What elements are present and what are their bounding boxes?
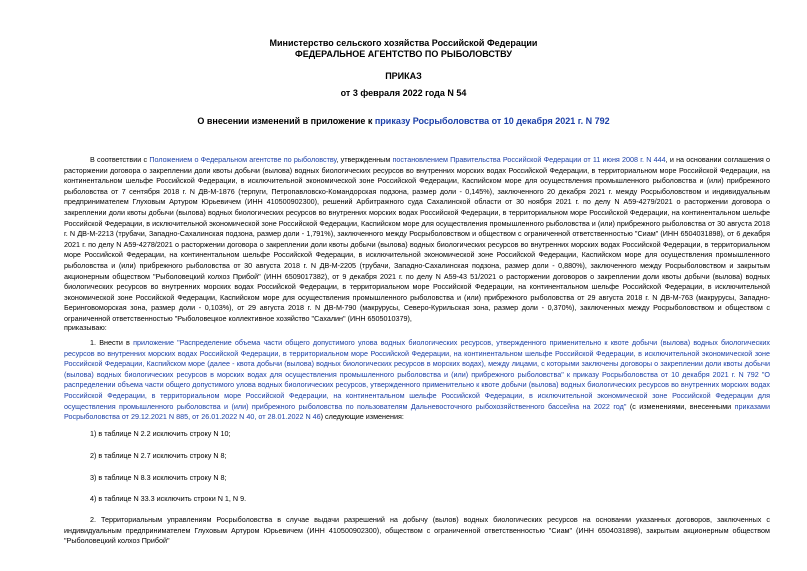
subitem-2: 2) в таблице N 2.7 исключить строку N 8; xyxy=(90,451,227,460)
item-1-text-1: 1. Внести в xyxy=(90,338,134,347)
regulation-link[interactable]: Положением о Федеральном агентстве по рыболовству xyxy=(149,155,337,164)
ministry-title: Министерство сельского хозяйства Российской Федерации xyxy=(269,38,538,48)
item-1-text-2: (с изменениями, внесенными xyxy=(626,401,735,411)
preamble-text-3: , и на основании соглашения о расторжении договора о закреплении доли квоты добычи (вылова) водных биологических ресурсов во внутренних морских водах Российской Федерации, в территориальном море Российской Федерации, на континентальном шельфе Российской Федерации, в исключительной экономической зоне Российской Федерации, Каспийском море для осуществления промышленного рыболовства и (или) прибрежного рыболовства от 7 сентября 2018 г. N ДВ-М-1876 (терпуги, Петропавловско-Командорская подзона, размер доли - 0,145%), заключенного 20 декабря 2021 г. между Росрыболовством и индивидуальным предпринимателем Глуховым Артуром Юрьевичем (ИНН 410500902300), решений Арбитражного суда Сахалинской области от 30 ноября 2021 г. по делу N А59-4279/2021 о расторжении договора о закреплении доли квоты добычи (вылова) водных биологических ресурсов во внутренних морских водах Российской Федерации, в территориальном море Российской Федерации, на континентальном шельфе Российской Федерации, в исключительной экономической зоне Российской Федерации, Каспийском море для осуществления промышленного рыболовства и (или) прибрежного рыболовства от 30 августа 2018 г. N ДВ-М-2213 (трубачи, Западно-Сахалинская подзона, размер доли - 1,791%), заключенного между Росрыболовством и обществом с ограниченной ответственностью "Сиам" (ИНН 6504031898), от 6 декабря 2021 г. по делу N А59-4278/2021 о расторжении договора о закреплении доли квоты добычи (вылова) водных биологических ресурсов во внутренних морских водах Российской Федерации, в территориальном море Российской Федерации, на континентальном шельфе Российской Федерации, в исключительной экономической зоне Российской Федерации, Каспийском море для осуществления промышленного рыболовства и (или) прибрежного рыболовства от 30 августа 2018 г. N ДВ-М-2205 (трубачи, Западно-Сахалинская подзона, размер доли - 0,880%), заключенного между Росрыболовством и закрытым акционерным обществом "Рыболовецкий колхоз Прибой" (ИНН 6509017382), от 9 декабря 2021 г. по делу N А59-43 51/2021 о расторжении договоров о закреплении доли квоты добычи (вылова) водных биологических ресурсов во внутренних морских водах Российской Федерации, в территориальном море Российской Федерации, на континентальном шельфе Российской Федерации, в исключительной экономической зоне Российской Федерации, Каспийском море для осуществления промышленного рыболовства и (или) прибрежного рыболовства от 29 августа 2018 г. N ДВ-М-763 (макрурусы, Западно-Беринговоморская зона, размер доли - 0,103%), от 29 августа 2018 г. N ДВ-М-790 (макрурусы, Северо-Курильская зона, размер доли - 0,370%), заключенных между Росрыболовством и обществом с ограниченной ответственностью "Рыболовецкое коллективное хозяйство "Сахалин" (ИНН 6505010379), xyxy=(64,155,770,323)
doc-date-number: от 3 февраля 2022 года N 54 xyxy=(340,88,467,98)
preamble-paragraph xyxy=(64,155,770,325)
subject-link[interactable]: приказу Росрыболовства от 10 декабря 2021 г. N 792 xyxy=(374,116,610,126)
item-2-paragraph: 2. Территориальным управлениям Росрыболовства в случае выдачи разрешений на добычу (вылов) водных биологических ресурсов на основании указанных договоров, заключенных с индивидуальным предпринимателем Глуховым Артуром Юрьевичем (ИНН 410500902300), обществом с ограниченной ответственностью "Сиам" (ИНН 6504031898), закрытым акционерным обществом "Рыболовецкий колхоз Прибой" xyxy=(64,515,770,546)
subitem-1: 1) в таблице N 2.2 исключить строку N 10; xyxy=(90,429,231,438)
subitem-3: 3) в таблице N 8.3 исключить строку N 8; xyxy=(90,473,227,482)
agency-title: ФЕДЕРАЛЬНОЕ АГЕНТСТВО ПО РЫБОЛОВСТВУ xyxy=(295,49,512,59)
preamble-text-1: В соответствии с xyxy=(90,155,150,164)
subject-prefix: О внесении изменений в приложение к xyxy=(197,116,375,126)
item-1-text-3: ) следующие изменения: xyxy=(320,412,404,422)
appendix-link[interactable]: приложение "Распределение объема части общего допустимого улова водных биологических ресурсов, утвержденного применительно к квоте добычи (вылова) водных биологических ресурсов во внутренних морских водах Российской Федерации, в территориальном море Российской Федерации, на континентальном шельфе Российской Федерации, в исключительной экономической зоне Российской Федерации, Каспийском море (далее - квота добычи (вылова) водных биологических ресурсов в морских водах), между лицами, с которыми заключены договоры о закреплении доли квоты добычи (вылова) водных биологических ресурсов в морских водах для осуществления промышленного рыболовства и (или) прибрежного рыболовства" к приказу Росрыболовства от 10 декабря 2021 г. N 792 "О распределении объема части общего допустимого улова водных биологических ресурсов, утвержденного применительно к квоте добычи (вылова) водных биологических ресурсов во внутренних морских водах Российской Федерации, в территориальном море Российской Федерации, на континентальном шельфе Российской Федерации, в исключительной экономической зоне Российской Федерации для осуществления промышленного рыболовства и (или) прибрежного рыболовства по пользователям Дальневосточного рыбохозяйственного бассейна на 2022 год" xyxy=(64,338,770,411)
item-1-paragraph xyxy=(64,338,770,423)
preamble-text-2: , утвержденным xyxy=(336,155,393,164)
doc-subject xyxy=(0,116,807,127)
subitem-4: 4) в таблице N 33.3 исключить строки N 1, N 9. xyxy=(90,494,247,503)
amendments-link[interactable]: приказами Росрыболовства от 29.12.2021 N 885, от 26.01.2022 N 40, от 28.01.2022 N 46 xyxy=(64,401,770,422)
order-word: приказываю: xyxy=(64,323,107,332)
doc-type: ПРИКАЗ xyxy=(385,71,422,81)
government-decree-link[interactable]: постановлением Правительства Российской Федерации от 11 июня 2008 г. N 444 xyxy=(392,155,666,164)
